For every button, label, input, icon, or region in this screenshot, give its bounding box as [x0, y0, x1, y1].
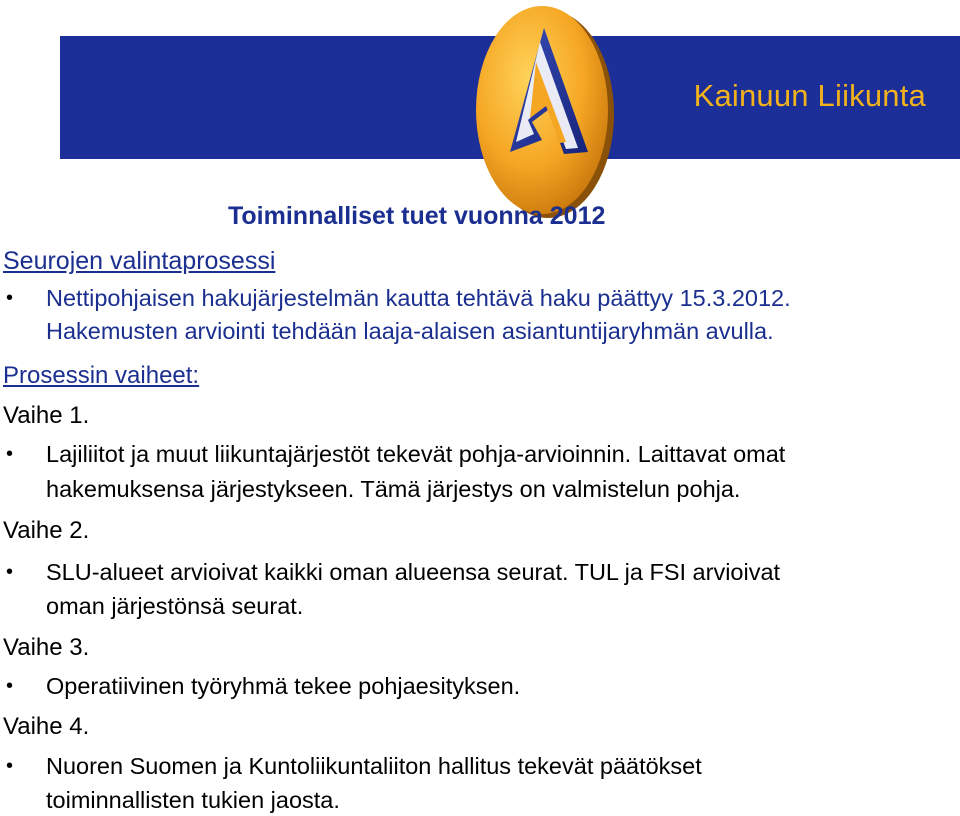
brand-name: Kainuun Liikunta: [693, 78, 926, 113]
page-title: Toiminnalliset tuet vuonna 2012: [228, 202, 606, 230]
section-heading: Seurojen valintaprosessi: [3, 247, 276, 275]
phase-text-line: hakemuksensa järjestykseen. Tämä järjestys on valmistelun pohja.: [46, 476, 741, 502]
bullet-marker: •: [6, 755, 14, 777]
kainuun-liikunta-logo-icon: [470, 2, 618, 224]
bullet-marker: •: [6, 287, 14, 309]
phase-text-line: Nuoren Suomen ja Kuntoliikuntaliiton hallitus tekevät päätökset: [46, 753, 702, 779]
phase-text-line: Lajiliitot ja muut liikuntajärjestöt tekevät pohja-arvioinnin. Laittavat omat: [46, 441, 786, 467]
bullet-marker: •: [6, 561, 14, 583]
phase-text-line: Operatiivinen työryhmä tekee pohjaesityksen.: [46, 673, 521, 699]
bullet-marker: •: [6, 675, 14, 697]
phase-label: Vaihe 4.: [3, 713, 90, 740]
phase-label: Vaihe 1.: [3, 402, 90, 429]
phases-heading: Prosessin vaiheet:: [3, 362, 200, 389]
phase-text-line: SLU-alueet arvioivat kaikki oman alueensa seurat. TUL ja FSI arvioivat: [46, 559, 781, 585]
intro-line: Nettipohjaisen hakujärjestelmän kautta tehtävä haku päättyy 15.3.2012.: [46, 285, 791, 311]
phase-text-line: toiminnallisten tukien jaosta.: [46, 787, 340, 813]
phase-label: Vaihe 3.: [3, 634, 90, 661]
phase-text-line: oman järjestönsä seurat.: [46, 593, 304, 619]
intro-line: Hakemusten arviointi tehdään laaja-alaisen asiantuntijaryhmän avulla.: [46, 318, 774, 344]
bullet-marker: •: [6, 443, 14, 465]
phase-label: Vaihe 2.: [3, 517, 90, 544]
